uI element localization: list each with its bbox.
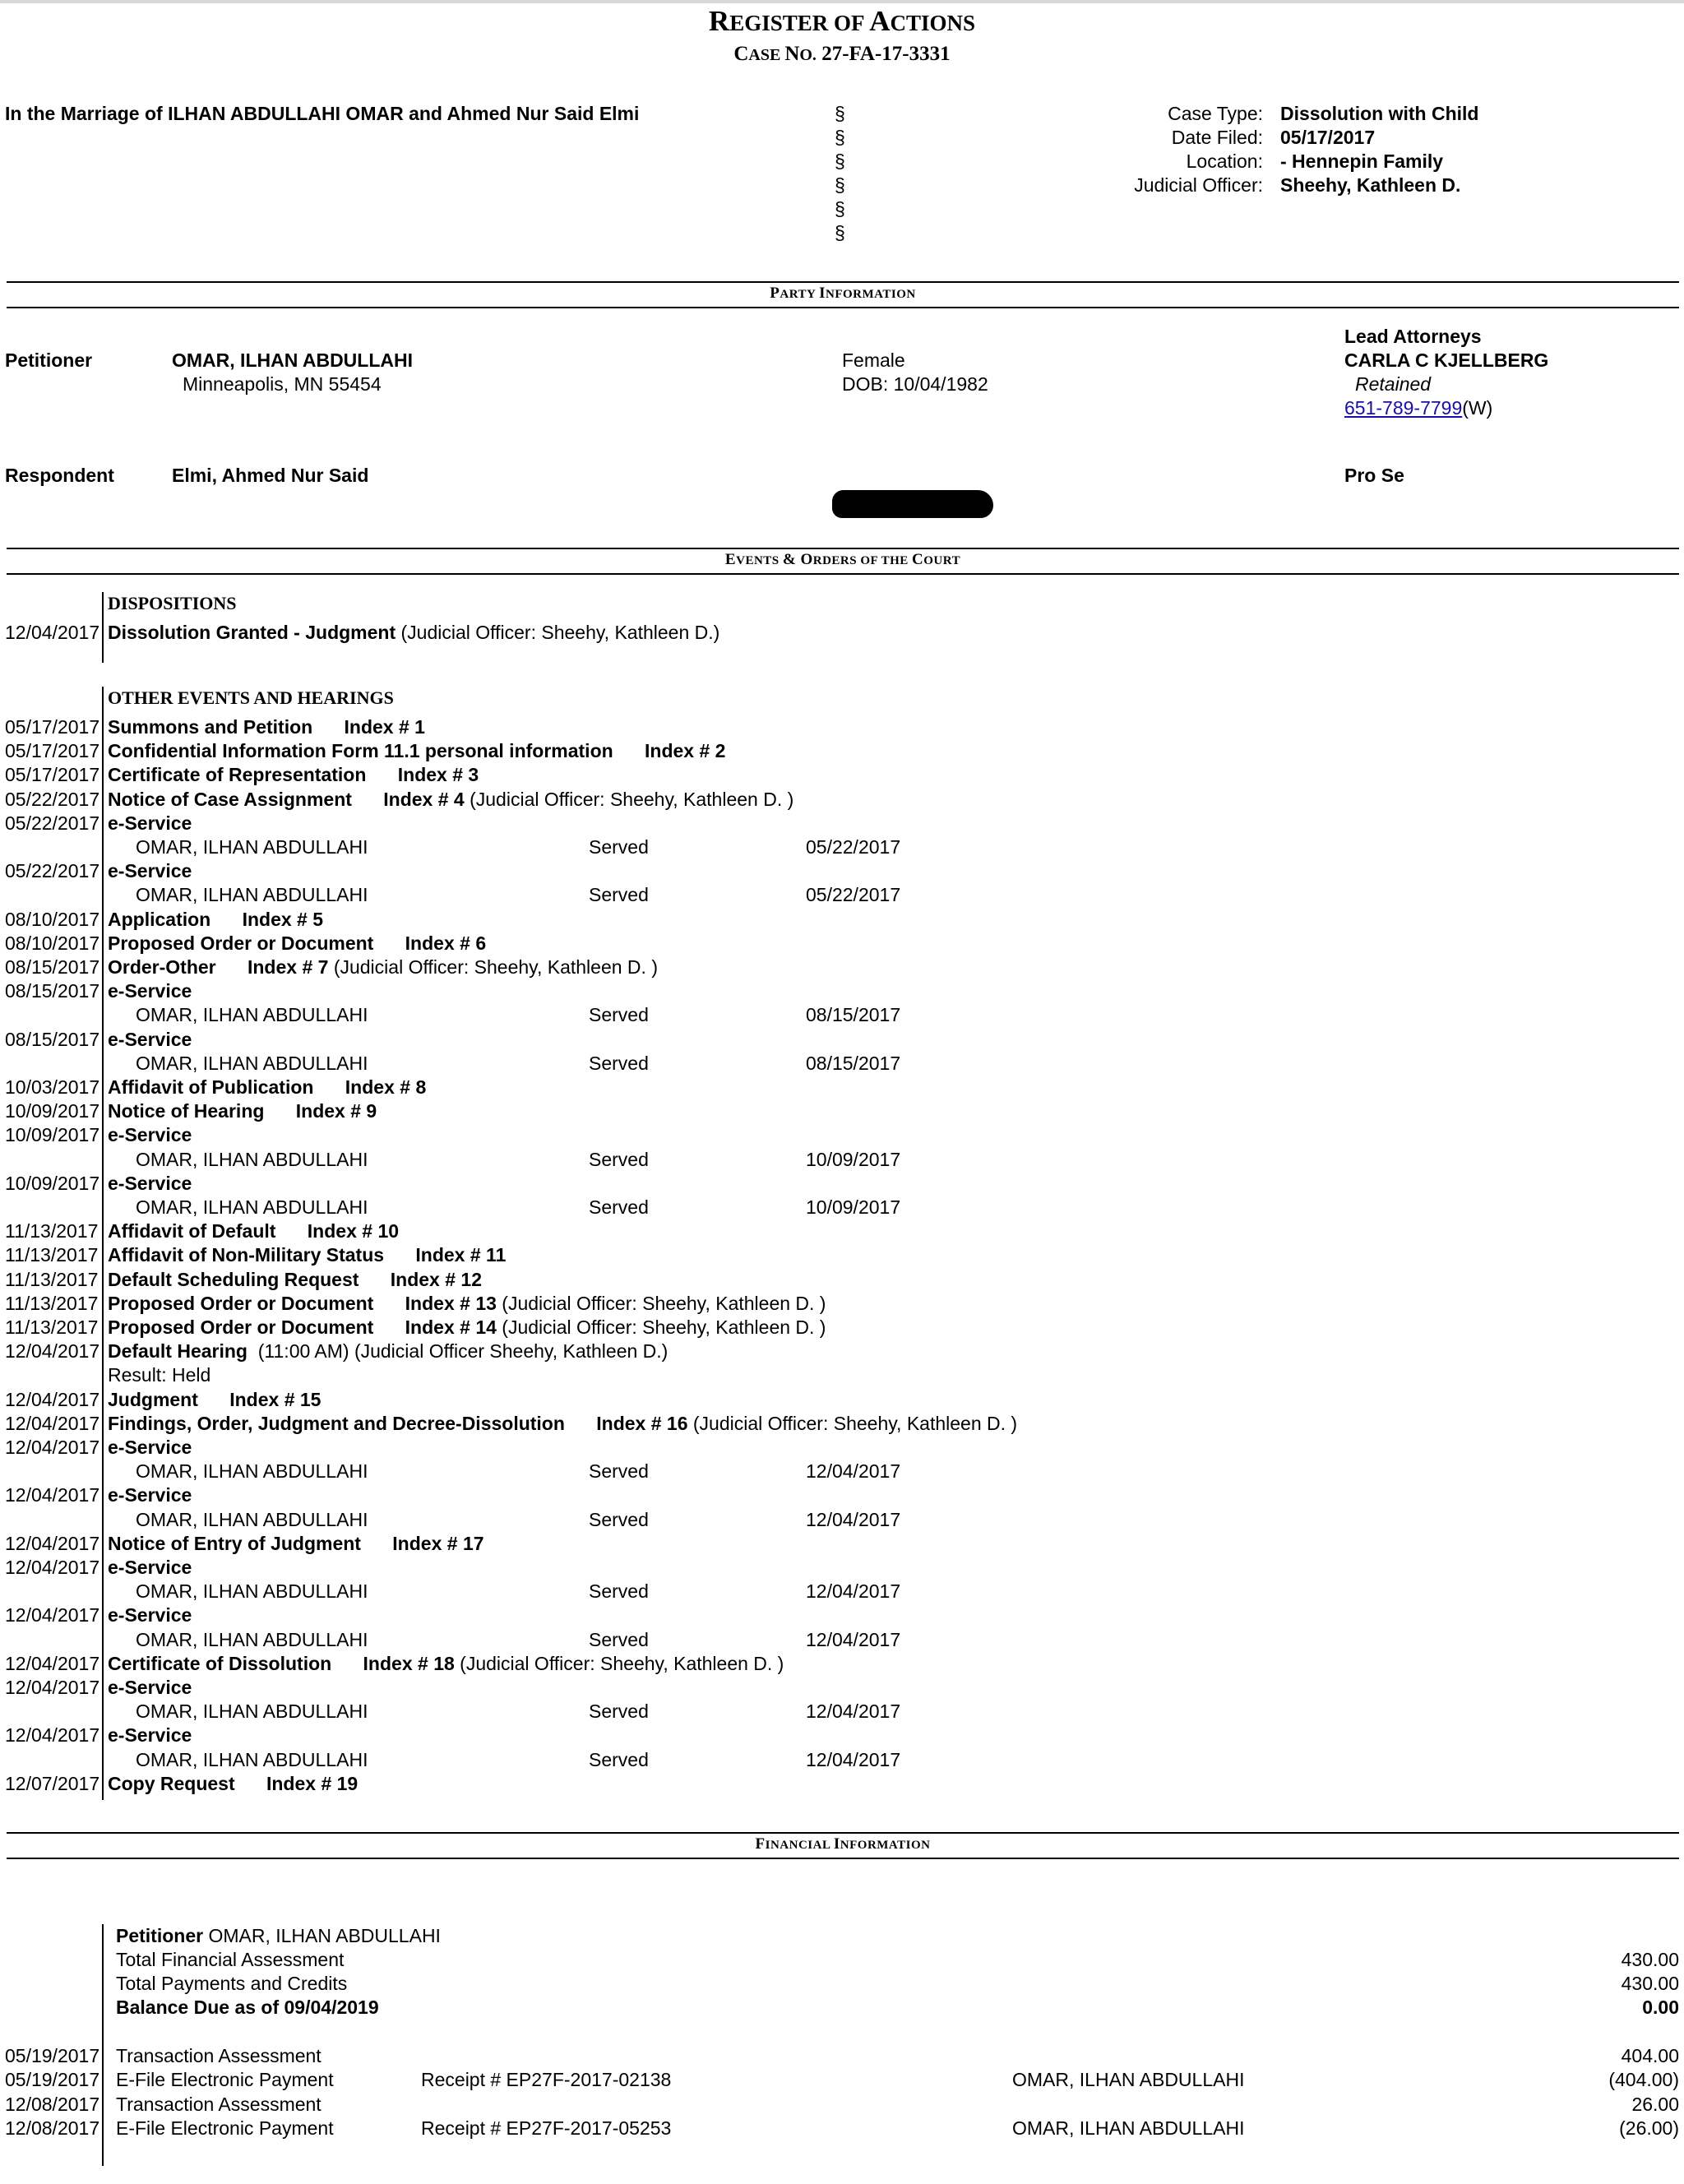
event-date: 12/04/2017: [5, 1340, 100, 1363]
event-index: Index # 8: [345, 1076, 427, 1098]
transaction-description: E-File Electronic Payment: [116, 2117, 334, 2139]
event-entry: [108, 1243, 506, 1267]
section-mark: §: [835, 127, 845, 148]
financial-party: Petitioner OMAR, ILHAN ABDULLAHI: [116, 1925, 441, 1946]
event-entry: [108, 1412, 1017, 1436]
event-title: e-Service: [108, 1028, 192, 1050]
served-party: OMAR, ILHAN ABDULLAHI: [136, 836, 368, 858]
respondent-attorney: Pro Se: [1344, 465, 1404, 486]
event-index: Index # 17: [392, 1532, 484, 1554]
section-mark: §: [835, 150, 845, 172]
event-date: 12/04/2017: [5, 1557, 100, 1578]
event-index: Index # 1: [344, 716, 425, 738]
event-entry: [108, 1172, 192, 1196]
event-title: e-Service: [108, 860, 192, 882]
event-date: 12/04/2017: [5, 1677, 100, 1698]
event-entry: [108, 1436, 192, 1460]
event-title: Proposed Order or Document: [108, 1316, 374, 1338]
event-date: 08/10/2017: [5, 932, 100, 954]
service-status: Served: [589, 1580, 649, 1603]
transaction-date: 12/08/2017: [5, 2093, 100, 2115]
service-date: 10/09/2017: [806, 1196, 901, 1218]
event-title: Copy Request: [108, 1772, 235, 1794]
event-title: Certificate of Dissolution: [108, 1652, 332, 1674]
event-entry: [108, 932, 486, 956]
event-date: 12/04/2017: [5, 1532, 100, 1554]
event-index: Index # 4: [383, 788, 465, 810]
service-date: 12/04/2017: [806, 1700, 901, 1723]
petitioner-gender: Female: [842, 349, 905, 371]
event-date: 08/15/2017: [5, 956, 100, 978]
event-date: 05/17/2017: [5, 764, 100, 786]
event-date: 08/10/2017: [5, 908, 100, 930]
event-date: 05/17/2017: [5, 740, 100, 762]
event-date: 12/07/2017: [5, 1772, 100, 1794]
service-status: Served: [589, 836, 649, 858]
event-entry: [108, 1532, 484, 1556]
page-title: REGISTER OF ACTIONS: [708, 5, 976, 37]
event-note: (11:00 AM) (Judicial Officer Sheehy, Kathleen D.): [257, 1340, 669, 1363]
event-title: Affidavit of Publication: [108, 1076, 314, 1098]
transaction-description: E-File Electronic Payment: [116, 2069, 334, 2091]
event-entry: [108, 1603, 192, 1627]
transaction-receipt: Receipt # EP27F-2017-02138: [421, 2069, 672, 2091]
event-entry: [108, 1268, 482, 1292]
respondent-name: Elmi, Ahmed Nur Said: [172, 465, 369, 486]
event-index: Index # 5: [242, 908, 324, 930]
transaction-amount: 404.00: [1621, 2045, 1679, 2066]
service-date: 08/15/2017: [806, 1052, 901, 1074]
service-status: Served: [589, 884, 649, 906]
event-title: Proposed Order or Document: [108, 932, 374, 954]
service-status: Served: [589, 1700, 649, 1723]
event-title: Summons and Petition: [108, 716, 313, 738]
event-entry: [108, 715, 425, 739]
service-status: Served: [589, 1460, 649, 1483]
event-date: 11/13/2017: [5, 1268, 99, 1290]
event-entry: [108, 812, 192, 835]
event-title: Findings, Order, Judgment and Decree-Dissolution: [108, 1412, 565, 1434]
event-entry: [108, 1676, 192, 1700]
service-date: 12/04/2017: [806, 1748, 901, 1770]
service-date: 12/04/2017: [806, 1580, 901, 1603]
event-entry: [108, 1340, 668, 1363]
event-entry: [108, 1388, 321, 1412]
event-note: (Judicial Officer: Sheehy, Kathleen D. ): [502, 1292, 826, 1314]
event-index: Index # 16: [596, 1412, 688, 1434]
event-title: e-Service: [108, 1557, 192, 1578]
service-status: Served: [589, 1196, 649, 1218]
event-date: 12/04/2017: [5, 1484, 100, 1506]
event-entry: [108, 1652, 784, 1676]
event-title: e-Service: [108, 1437, 192, 1458]
event-entry: [108, 1556, 192, 1580]
event-date: 10/09/2017: [5, 1100, 100, 1122]
event-title: Confidential Information Form 11.1 personal information: [108, 740, 613, 762]
event-index: Index # 11: [415, 1244, 507, 1266]
top-border: [0, 0, 1684, 3]
event-entry: [108, 1772, 358, 1796]
event-entry: [108, 1292, 826, 1316]
event-title: Affidavit of Non-Military Status: [108, 1244, 385, 1266]
case-style: In the Marriage of ILHAN ABDULLAHI OMAR and Ahmed Nur Said Elmi: [5, 103, 640, 124]
transaction-date: 05/19/2017: [5, 2069, 100, 2091]
service-status: Served: [589, 1508, 649, 1530]
petitioner-dob: DOB: 10/04/1982: [842, 373, 988, 395]
event-entry: [108, 1316, 826, 1340]
event-title: e-Service: [108, 1172, 192, 1194]
event-date: 08/15/2017: [5, 1028, 100, 1050]
transaction-amount: (26.00): [1619, 2117, 1679, 2139]
event-title: e-Service: [108, 1604, 192, 1626]
case-detail-value: Sheehy, Kathleen D.: [1280, 174, 1461, 196]
event-date: 10/09/2017: [5, 1124, 100, 1146]
served-party: OMAR, ILHAN ABDULLAHI: [136, 1508, 368, 1530]
section-mark: §: [835, 174, 845, 196]
event-date: 12/04/2017: [5, 1652, 100, 1674]
petitioner-address: Minneapolis, MN 55454: [183, 373, 382, 395]
served-party: OMAR, ILHAN ABDULLAHI: [136, 1148, 368, 1170]
event-date: 05/22/2017: [5, 860, 100, 882]
event-title: e-Service: [108, 1484, 192, 1506]
transaction-amount: (404.00): [1608, 2069, 1679, 2091]
case-detail-value: Dissolution with Child: [1280, 103, 1479, 124]
event-entry: [108, 1099, 377, 1123]
lead-attorneys-label: Lead Attorneys: [1344, 326, 1482, 347]
event-title: Notice of Entry of Judgment: [108, 1532, 361, 1554]
event-entry: [108, 739, 725, 763]
redaction-mark: [832, 490, 993, 518]
event-entry: [108, 1219, 399, 1243]
event-title: Judgment: [108, 1388, 198, 1410]
event-title: Default Scheduling Request: [108, 1268, 359, 1290]
event-entry: [108, 859, 192, 883]
event-note: (Judicial Officer: Sheehy, Kathleen D. ): [470, 788, 794, 810]
event-entry: [108, 908, 323, 932]
transaction-date: 05/19/2017: [5, 2045, 100, 2066]
service-status: Served: [589, 1148, 649, 1170]
service-date: 12/04/2017: [806, 1508, 901, 1530]
event-date: 11/13/2017: [5, 1220, 99, 1242]
financial-divider: [102, 1924, 104, 2166]
financial-summary-value: 430.00: [1621, 1949, 1679, 1970]
party-information-header: PARTY INFORMATION: [7, 281, 1679, 308]
served-party: OMAR, ILHAN ABDULLAHI: [136, 884, 368, 906]
case-number-heading: CASE NO. 27-FA-17-3331: [733, 43, 951, 65]
event-index: Index # 19: [266, 1772, 359, 1794]
event-title: Application: [108, 908, 211, 930]
event-index: Index # 18: [363, 1652, 455, 1674]
event-note: (Judicial Officer: Sheehy, Kathleen D. ): [460, 1652, 784, 1674]
service-date: 12/04/2017: [806, 1628, 901, 1650]
event-note: (Judicial Officer: Sheehy, Kathleen D. ): [502, 1316, 826, 1338]
event-title: e-Service: [108, 980, 192, 1002]
service-status: Served: [589, 1052, 649, 1074]
served-party: OMAR, ILHAN ABDULLAHI: [136, 1700, 368, 1723]
event-index: Index # 6: [405, 932, 487, 954]
event-note: (Judicial Officer: Sheehy, Kathleen D. ): [692, 1412, 1018, 1434]
event-date: 05/17/2017: [5, 716, 100, 738]
transaction-description: Transaction Assessment: [116, 2045, 322, 2066]
event-title: Notice of Case Assignment: [108, 788, 352, 810]
phone-link[interactable]: 651-789-7799: [1344, 397, 1463, 419]
financial-summary-label: Total Payments and Credits: [116, 1973, 348, 1994]
served-party: OMAR, ILHAN ABDULLAHI: [136, 1580, 368, 1603]
event-date: 12/04/2017: [5, 1412, 100, 1434]
events-orders-header: EVENTS & ORDERS OF THE COURT: [7, 548, 1679, 575]
respondent-role: Respondent: [5, 465, 114, 486]
attorney-status: Retained: [1355, 373, 1432, 395]
served-party: OMAR, ILHAN ABDULLAHI: [136, 1052, 368, 1074]
financial-information-header: FINANCIAL INFORMATION: [7, 1832, 1679, 1859]
service-date: 12/04/2017: [806, 1460, 901, 1483]
event-entry: [108, 1483, 192, 1507]
event-index: Index # 14: [405, 1316, 497, 1338]
section-mark: §: [835, 198, 845, 220]
event-title: Certificate of Representation: [108, 764, 367, 786]
event-title: Affidavit of Default: [108, 1220, 276, 1242]
financial-summary-value: 0.00: [1642, 1997, 1679, 2018]
event-entry: [108, 956, 658, 979]
served-party: OMAR, ILHAN ABDULLAHI: [136, 1748, 368, 1770]
event-index: Index # 13: [405, 1292, 497, 1314]
service-date: 08/15/2017: [806, 1004, 901, 1026]
event-entry: [108, 1724, 192, 1747]
section-mark: §: [835, 103, 845, 124]
event-date: 12/04/2017: [5, 1388, 100, 1410]
event-entry: [108, 763, 479, 787]
transaction-date: 12/08/2017: [5, 2117, 100, 2139]
event-date: 10/09/2017: [5, 1172, 100, 1194]
event-title: e-Service: [108, 1724, 192, 1747]
service-date: 05/22/2017: [806, 836, 901, 858]
case-detail-label: Judicial Officer:: [1134, 174, 1263, 196]
event-index: Index # 12: [390, 1268, 483, 1290]
event-date: 05/22/2017: [5, 788, 100, 810]
served-party: OMAR, ILHAN ABDULLAHI: [136, 1628, 368, 1650]
event-index: Index # 2: [645, 740, 726, 762]
case-detail-label: Case Type:: [1168, 103, 1263, 124]
event-title: e-Service: [108, 1677, 192, 1698]
service-status: Served: [589, 1748, 649, 1770]
event-title: Order-Other: [108, 956, 216, 978]
section-mark: §: [835, 222, 845, 243]
case-detail-value: 05/17/2017: [1280, 127, 1376, 148]
event-index: Index # 9: [295, 1100, 377, 1122]
event-index: Index # 15: [229, 1388, 322, 1410]
financial-summary-label: Balance Due as of 09/04/2019: [116, 1997, 379, 2018]
transaction-payor: OMAR, ILHAN ABDULLAHI: [1012, 2069, 1245, 2091]
events-heading: OTHER EVENTS AND HEARINGS: [108, 687, 394, 708]
event-title: Proposed Order or Document: [108, 1292, 374, 1314]
event-date: 12/04/2017: [5, 1437, 100, 1458]
case-detail-label: Location:: [1186, 150, 1263, 172]
event-entry: [108, 1123, 192, 1147]
service-date: 10/09/2017: [806, 1148, 901, 1170]
event-entry: [108, 1076, 426, 1099]
transaction-payor: OMAR, ILHAN ABDULLAHI: [1012, 2117, 1245, 2139]
event-index: Index # 7: [247, 956, 329, 978]
event-index: Index # 3: [397, 764, 479, 786]
events-divider: [102, 687, 104, 1800]
served-party: OMAR, ILHAN ABDULLAHI: [136, 1460, 368, 1483]
dispositions-heading: DISPOSITIONS: [108, 593, 237, 613]
event-date: 05/22/2017: [5, 812, 100, 834]
case-detail-label: Date Filed:: [1171, 127, 1263, 148]
event-entry: [108, 979, 192, 1003]
transaction-receipt: Receipt # EP27F-2017-05253: [421, 2117, 672, 2139]
financial-summary-label: Total Financial Assessment: [116, 1949, 345, 1970]
event-date: 10/03/2017: [5, 1076, 100, 1098]
event-title: Notice of Hearing: [108, 1100, 265, 1122]
transaction-description: Transaction Assessment: [116, 2093, 322, 2115]
event-note: (Judicial Officer: Sheehy, Kathleen D. ): [333, 956, 658, 978]
event-entry: [108, 788, 793, 812]
result-text: Result: Held: [108, 1364, 211, 1386]
served-party: OMAR, ILHAN ABDULLAHI: [136, 1004, 368, 1026]
transaction-amount: 26.00: [1631, 2093, 1679, 2115]
event-date: 11/13/2017: [5, 1244, 99, 1266]
financial-summary-value: 430.00: [1621, 1973, 1679, 1994]
petitioner-role: Petitioner: [5, 349, 93, 371]
service-status: Served: [589, 1004, 649, 1026]
service-date: 05/22/2017: [806, 884, 901, 906]
dispositions-divider: [102, 592, 104, 663]
served-party: OMAR, ILHAN ABDULLAHI: [136, 1196, 368, 1218]
petitioner-attorney: CARLA C KJELLBERG: [1344, 349, 1549, 371]
event-title: e-Service: [108, 1124, 192, 1146]
service-status: Served: [589, 1628, 649, 1650]
attorney-phone: 651-789-7799(W): [1344, 397, 1493, 419]
event-date: 12/04/2017: [5, 1724, 100, 1747]
event-date: 11/13/2017: [5, 1316, 99, 1338]
event-title: Default Hearing: [108, 1340, 248, 1363]
event-date: 11/13/2017: [5, 1292, 99, 1314]
event-title: e-Service: [108, 812, 192, 834]
petitioner-name: OMAR, ILHAN ABDULLAHI: [172, 349, 414, 371]
event-index: Index # 10: [307, 1220, 400, 1242]
event-date: 08/15/2017: [5, 980, 100, 1002]
case-detail-value: - Hennepin Family: [1280, 150, 1444, 172]
event-date: 12/04/2017: [5, 1604, 100, 1626]
event-entry: [108, 1028, 192, 1052]
